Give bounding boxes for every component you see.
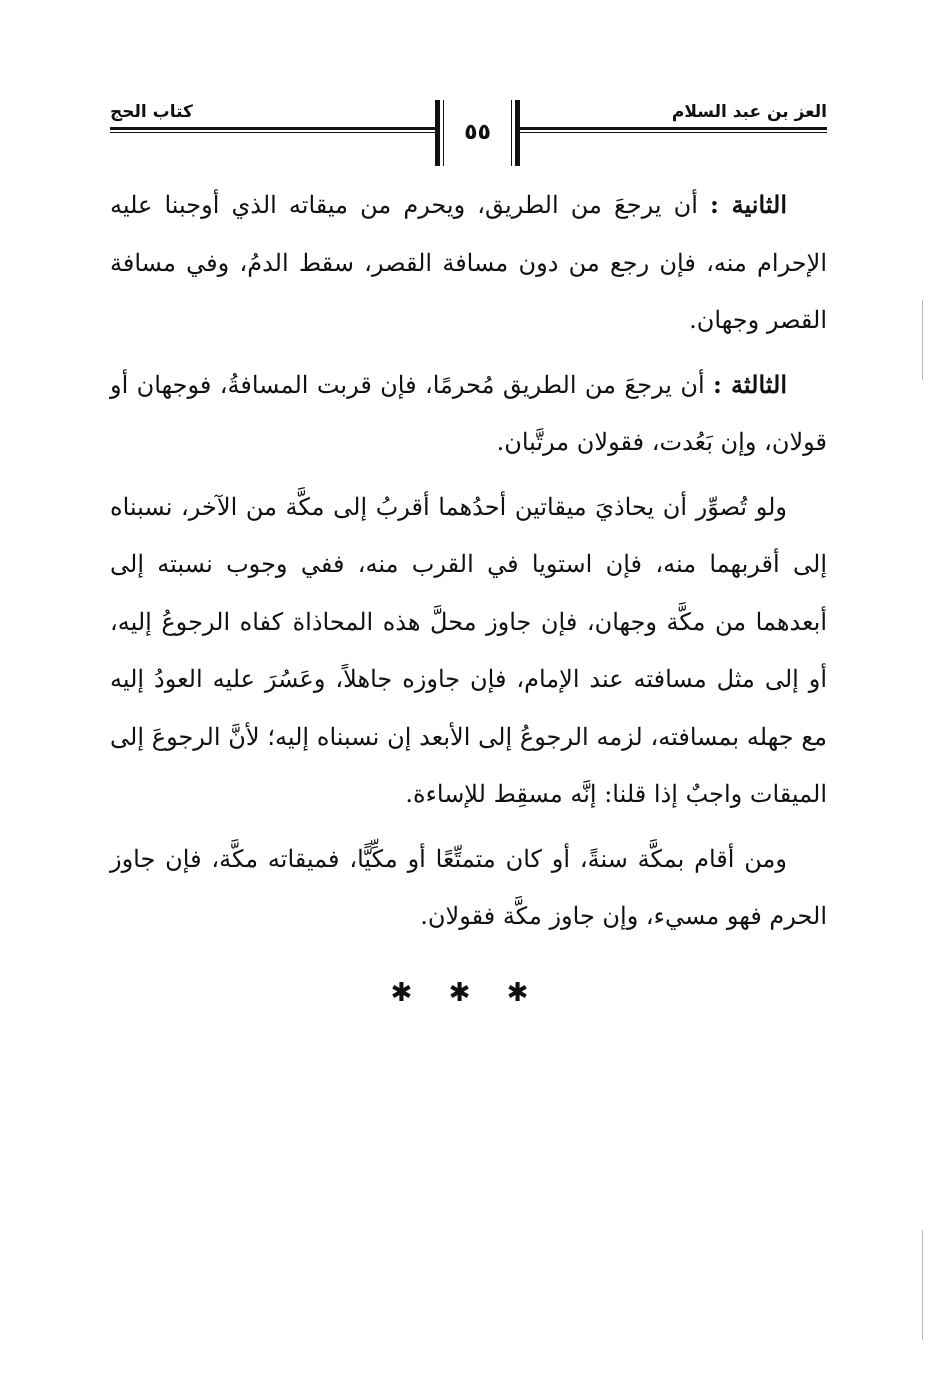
- section-separator: ✱ ✱ ✱: [390, 978, 543, 1008]
- paragraph-residence-mecca: [110, 830, 827, 946]
- paragraph-text: أن يرجعَ من الطريق، ويحرم من ميقاته الذي أوجبنا عليه الإحرام منه، فإن رجع من دون مسافة القصر، سقط الدمُ، وفي مسافة القصر وجهان.: [110, 191, 827, 334]
- paragraph-two-miqats: [110, 478, 827, 824]
- paragraph-lead: الثالثة :: [713, 369, 787, 399]
- header-author: العز بن عبد السلام: [668, 102, 827, 122]
- page-number: ٥٥: [464, 120, 491, 145]
- scan-edge-mark: [922, 1230, 923, 1340]
- page-body: [110, 176, 827, 952]
- paragraph-lead: الثانية :: [709, 190, 787, 219]
- paragraph-text: ولو تُصوِّر أن يحاذيَ ميقاتين أحدُهما أقربُ إلى مكَّة من الآخر، نسبناه إلى أقربهما منه، فإن استويا في القرب منه، ففي وجوب نسبته إلى أبعدهما من مكَّة وجهان، فإن جاوز محلَّ هذه المحاذاة كفاه الرجوعُ إليه، أو إلى مثل مسافته عند الإمام، فإن جاوزه جاهلاً، وعَسُرَ عليه العودُ إليه مع جهله بمسافته، لزمه الرجوعُ إلى الأبعد إن نسبناه إليه؛ لأنَّ الرجوعَ إلى الميقات واجبٌ إذا قلنا: إنَّه مسقِط للإساءة.: [110, 492, 827, 808]
- header-book-title: كتاب الحج: [110, 102, 197, 122]
- paragraph-text: ومن أقام بمكَّة سنةً، أو كان متمتِّعًا أو مكِّيًّا، فميقاته مكَّة، فإن جاوز الحرم فهو مسيء، وإن جاوز مكَّة فقولان.: [110, 844, 827, 930]
- paragraph-third: [110, 356, 827, 472]
- scan-edge-mark: [922, 300, 923, 380]
- page-number-frame: [435, 100, 520, 166]
- running-header: [110, 100, 827, 168]
- paragraph-text: أن يرجعَ من الطريق مُحرمًا، فإن قربت المسافةُ، فوجهان أو قولان، وإن بَعُدت، فقولان مرتَّبان.: [110, 370, 827, 456]
- paragraph-second: [110, 176, 827, 350]
